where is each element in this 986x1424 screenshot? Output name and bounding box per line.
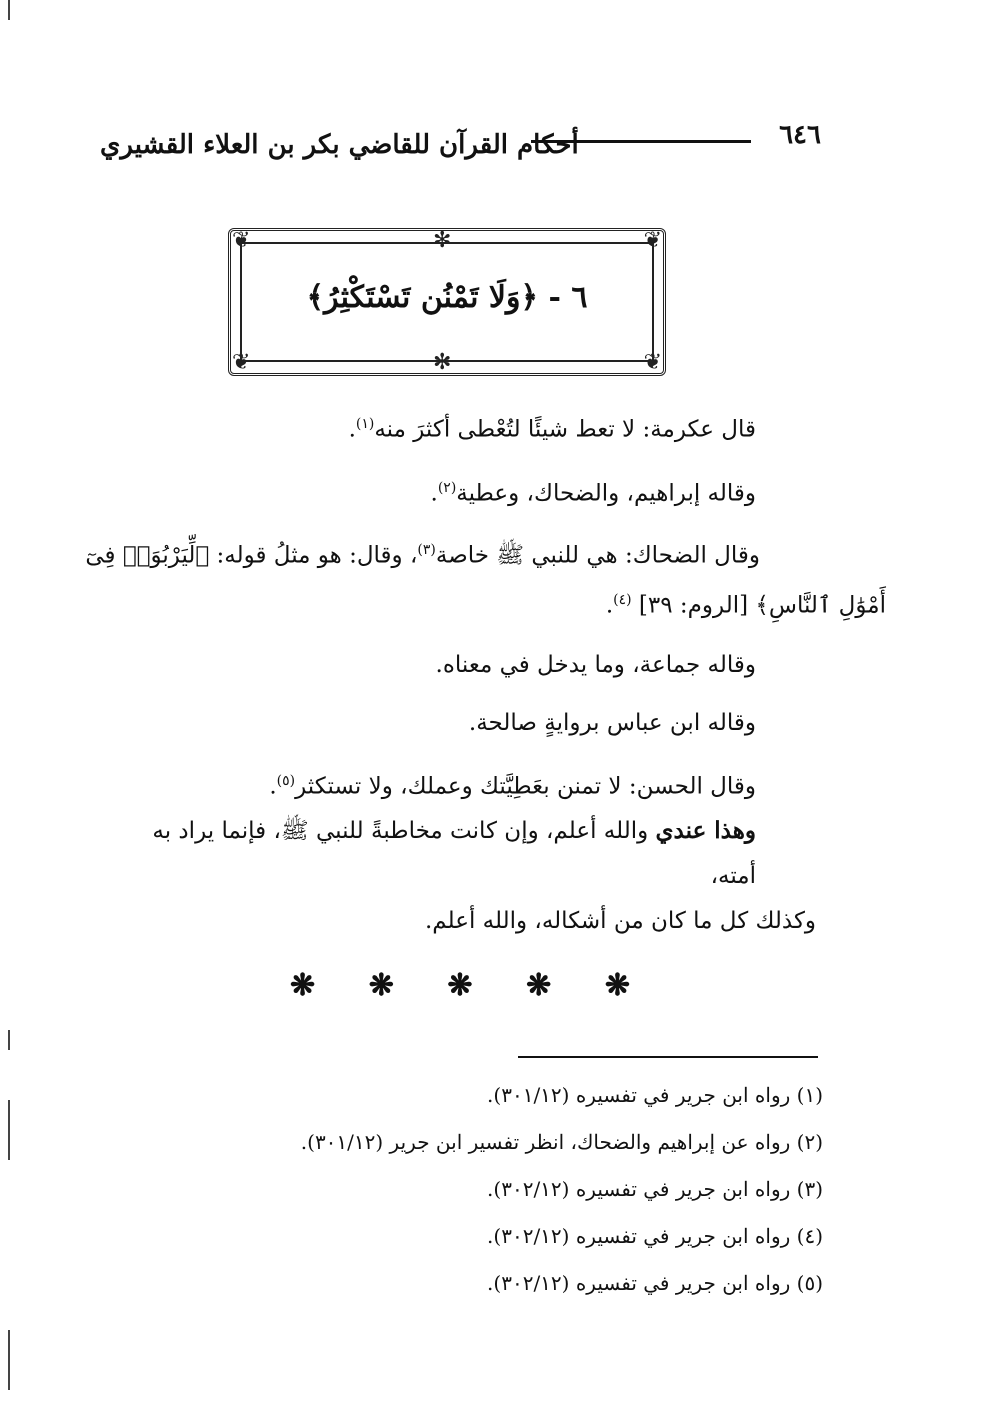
footnote-ref[interactable]: (١) xyxy=(355,416,375,432)
closing-lead: وهذا عندي xyxy=(655,817,756,844)
corner-ornament-icon: ❦ xyxy=(232,228,251,253)
scan-edge-mark xyxy=(8,1330,10,1390)
paragraph: وقال الحسن: لا تمنن بعَطِيَّتك وعملك، ولا تستكثر$^{(٥)}$. xyxy=(269,772,756,800)
footnote-ref[interactable]: (٤) xyxy=(613,591,632,608)
section-title: ٦ - ﴿وَلَا تَمْنُن تَسْتَكْثِرُ﴾ xyxy=(306,280,588,315)
paragraph: وقاله ابن عباس بروايةٍ صالحة. xyxy=(468,709,756,736)
footnote-ref[interactable]: (٢) xyxy=(437,479,457,496)
paragraph: وقال الضحاك: هي للنبي ﷺ خاصة$^{(٣)}$، وقال: هو مثلُ قوله: ﴿لِّيَرْبُوَا۟ فِىٓ xyxy=(85,542,760,569)
scan-edge-mark xyxy=(8,0,10,20)
corner-ornament-icon: ❦ xyxy=(643,350,662,375)
paragraph: وقاله جماعة، وما يدخل في معناه. xyxy=(435,651,756,678)
corner-ornament-icon: ❦ xyxy=(643,228,662,253)
section-separator xyxy=(290,968,630,1003)
asterism-icon: ❋ xyxy=(290,968,316,1003)
scan-edge-mark xyxy=(8,1030,10,1050)
paragraph: وقاله إبراهيم، والضحاك، وعطية$^{(٢)}$. xyxy=(430,479,756,507)
footnote: (٣) رواه ابن جرير في تفسيره (٣٠٢/١٢). xyxy=(487,1177,823,1201)
ornament-icon: ✻ xyxy=(433,350,452,375)
ornament-icon: ✻ xyxy=(433,228,452,253)
asterism-icon: ❋ xyxy=(526,968,552,1003)
footnote: (١) رواه ابن جرير في تفسيره (٣٠١/١٢). xyxy=(487,1083,823,1107)
paragraph: أَمْوَٰلِ ٱلنَّاسِ﴾ [الروم: ٣٩] $^{(٤)}$. xyxy=(605,591,886,619)
corner-ornament-icon: ❦ xyxy=(232,350,251,375)
footnote: (٥) رواه ابن جرير في تفسيره (٣٠٢/١٢). xyxy=(487,1271,823,1295)
asterism-icon: ❋ xyxy=(604,968,630,1003)
footnotes xyxy=(260,1072,823,1307)
footnote-rule xyxy=(518,1056,818,1058)
main-text xyxy=(85,395,886,815)
running-header xyxy=(100,118,821,178)
paragraph: قال عكرمة: لا تعط شيئًا لتُعْطى أكثرَ منه$^{(١)}$. xyxy=(348,416,756,443)
scan-edge-mark xyxy=(8,1100,10,1160)
footnote: (٤) رواه ابن جرير في تفسيره (٣٠٢/١٢). xyxy=(487,1224,823,1248)
footnote-ref[interactable]: (٣) xyxy=(417,542,436,559)
closing-line: وهذا عندي والله أعلم، وإن كانت مخاطبةً للنبي ﷺ، فإنما يراد به أمته، xyxy=(152,817,756,889)
footnote: (٢) رواه عن إبراهيم والضحاك، انظر تفسير ابن جرير (٣٠١/١٢). xyxy=(300,1130,823,1154)
asterism-icon: ❋ xyxy=(447,968,473,1003)
closing-line: وكذلك كل ما كان من أشكاله، والله أعلم. xyxy=(425,908,816,934)
section-title-frame xyxy=(228,228,666,376)
footnote-ref[interactable]: (٥) xyxy=(276,772,296,789)
book-title: أحكام القرآن للقاضي بكر بن العلاء القشيري xyxy=(100,130,579,160)
page-number: ٦٤٦ xyxy=(779,120,821,150)
asterism-icon: ❋ xyxy=(368,968,394,1003)
closing-paragraph xyxy=(100,808,816,944)
